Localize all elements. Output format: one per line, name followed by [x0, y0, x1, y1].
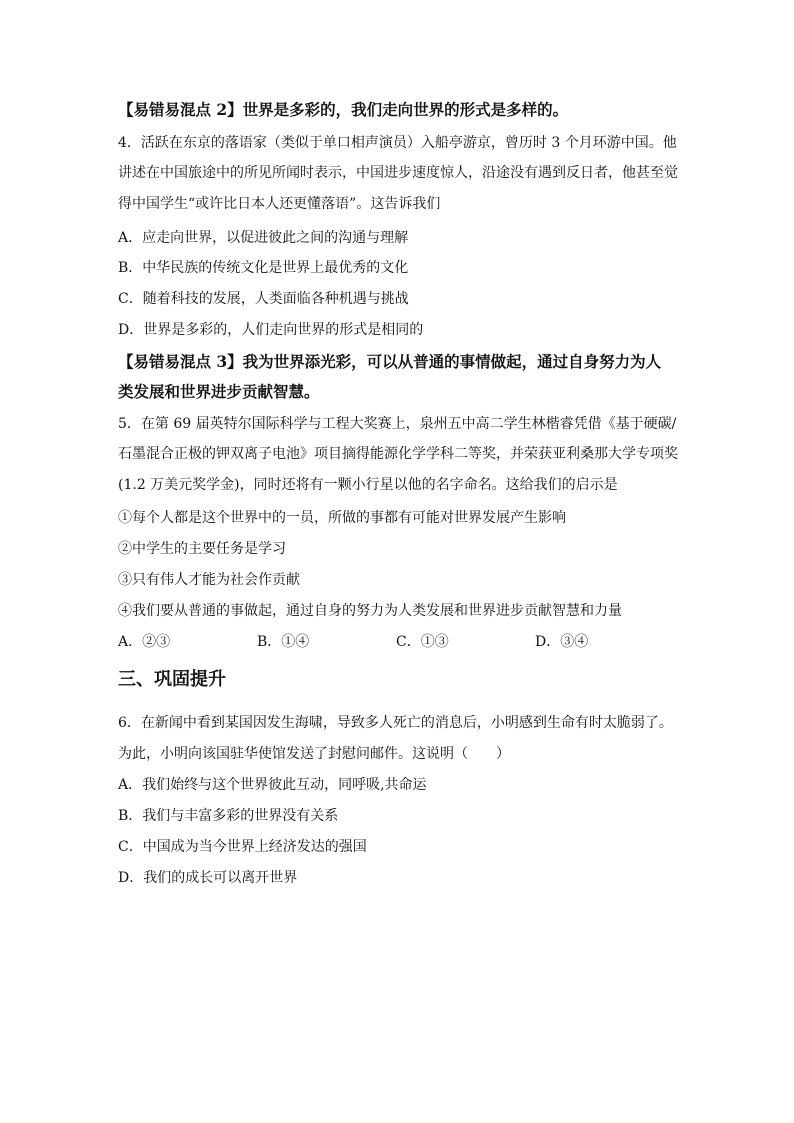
- q5-option-b: B．①④: [257, 634, 310, 650]
- q4-option-d: D．世界是多彩的，人们走向世界的形式是相同的: [118, 322, 424, 338]
- q6-option-b: B．我们与丰富多彩的世界没有关系: [118, 808, 339, 824]
- part-3-heading: 三、巩固提升: [118, 669, 226, 690]
- q5-stem-line-2: 石墨混合正极的钾双离子电池》项目摘得能源化学学科二等奖，并荣获亚利桑那大学专项奖: [118, 446, 678, 462]
- section-2-title: 【易错易混点 2】世界是多彩的，我们走向世界的形式是多样的。: [118, 100, 569, 119]
- q6-stem-line-2: 为此，小明向该国驻华使馆发送了封慰问邮件。这说明（ ）: [118, 746, 510, 762]
- q6-option-c: C．中国成为当今世界上经济发达的强国: [118, 839, 367, 855]
- q5-stem-line-1: 5．在第 69 届英特尔国际科学与工程大奖赛上，泉州五中高二学生林楷睿凭借《基于硬碳/: [118, 416, 677, 432]
- q5-option-c: C．①③: [396, 634, 449, 650]
- q5-option-d: D．③④: [535, 634, 589, 650]
- q4-stem-line-2: 讲述在中国旅途中的所见所闻时表示，中国进步速度惊人，沿途没有遇到反日者，他甚至觉: [118, 165, 678, 181]
- q4-option-a: A．应走向世界，以促进彼此之间的沟通与理解: [118, 230, 409, 246]
- q6-option-d: D．我们的成长可以离开世界: [118, 870, 298, 886]
- q6-stem-line-1: 6．在新闻中看到某国因发生海啸，导致多人死亡的消息后，小明感到生命有时太脆弱了。: [118, 715, 673, 731]
- section-3-title-line-2: 类发展和世界进步贡献智慧。: [118, 382, 320, 401]
- q4-option-b: B．中华民族的传统文化是世界上最优秀的文化: [118, 260, 409, 276]
- q5-statement-1: ①每个人都是这个世界中的一员，所做的事都有可能对世界发展产生影响: [118, 510, 566, 526]
- q4-option-c: C．随着科技的发展，人类面临各种机遇与挑战: [118, 291, 409, 307]
- q5-statement-3: ③只有伟人才能为社会作贡献: [118, 572, 300, 588]
- section-3-title-line-1: 【易错易混点 3】我为世界添光彩，可以从普通的事情做起，通过自身努力为人: [118, 352, 662, 371]
- q4-stem-line-1: 4．活跃在东京的落语家（类似于单口相声演员）入船亭游京，曾历时 3 个月环游中国。他: [118, 135, 677, 151]
- q6-option-a: A．我们始终与这个世界彼此互动，同呼吸,共命运: [118, 777, 427, 793]
- q5-stem-line-3: (1.2 万美元奖学金)，同时还将有一颗小行星以他的名字命名。这给我们的启示是: [118, 477, 618, 493]
- q4-stem-line-3: 得中国学生“或许比日本人还更懂落语”。这告诉我们: [118, 196, 441, 212]
- q5-statement-2: ②中学生的主要任务是学习: [118, 541, 286, 557]
- q5-option-a: A．②③: [118, 634, 171, 650]
- q5-statement-4: ④我们要从普通的事做起，通过自身的努力为人类发展和世界进步贡献智慧和力量: [118, 603, 622, 619]
